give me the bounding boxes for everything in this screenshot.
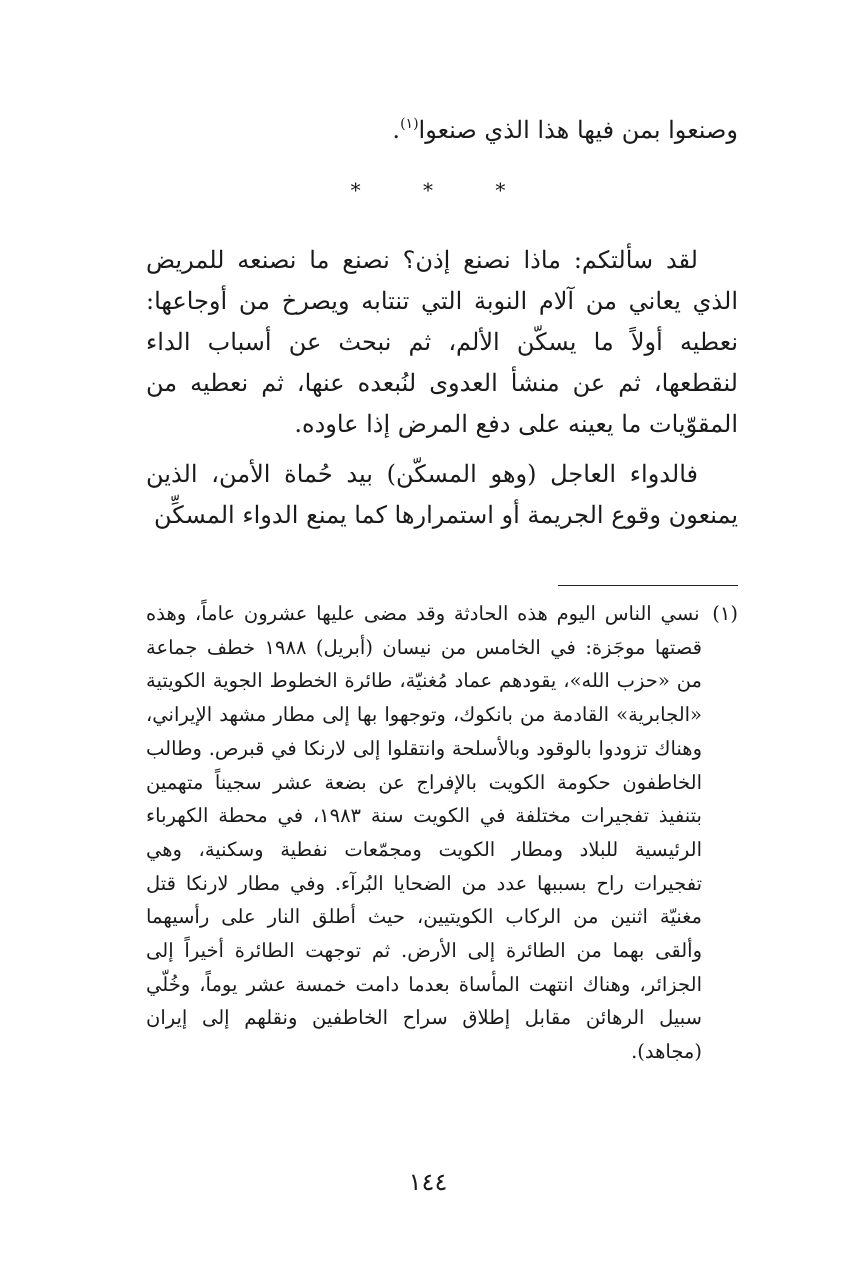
footnote xyxy=(146,597,738,1069)
section-separator: * * * xyxy=(350,178,534,202)
footnote-divider xyxy=(558,585,738,586)
continuation-end-punct: . xyxy=(392,116,401,144)
paragraph-2 xyxy=(146,454,738,536)
footnote-body xyxy=(146,597,738,1069)
paragraph-text: لقد سألتكم: ماذا نصنع إذن؟ نصنع ما نصنعه للمريض الذي يعاني من آلام النوبة التي تنتابه ويصرخ من أوجاعها: نعطيه أولاً ما يسكّن الألم، ثم نبحث عن أسباب الداء لنقطعها، ثم عن منشأ العدوى لنُبعده عنها، ثم نعطيه من المقوّيات ما يعينه على دفع المرض إذا عاوده. xyxy=(146,246,738,438)
paragraph-1 xyxy=(146,240,738,445)
footnote-marker: (١) xyxy=(712,602,738,625)
page-number: ١٤٤ xyxy=(408,1168,448,1196)
paragraph-text: فالدواء العاجل (وهو المسكّن) بيد حُماة الأمن، الذين يمنعون وقوع الجريمة أو استمرارها كما يمنع الدواء المسكِّن xyxy=(146,460,738,529)
footnote-reference: (١) xyxy=(400,116,419,132)
continuation-line xyxy=(146,110,738,155)
continuation-text: وصنعوا بمن فيها هذا الذي صنعوا xyxy=(418,116,738,144)
footnote-text: نسي الناس اليوم هذه الحادثة وقد مضى عليها عشرون عاماً، وهذه قصتها موجَزة: في الخامس من نيسان (أبريل) ١٩٨٨ خطف جماعة من «حزب الله»، يقودهم عماد مُغنيّة، طائرة الخطوط الجوية الكويتية «الجابرية» القادمة من بانكوك، وتوجهوا بها إلى مطار مشهد الإيراني، وهناك تزودوا بالوقود وبالأسلحة وانتقلوا إلى لارنكا في قبرص. وطالب الخاطفون حكومة الكويت بالإفراج عن بضعة عشر سجيناً متهمين بتنفيذ تفجيرات مختلفة في الكويت سنة ١٩٨٣، في محطة الكهرباء الرئيسية للبلاد ومطار الكويت ومجمّعات نفطية وسكنية، وهي تفجيرات راح بسببها عدد من الضحايا البُرآء. وفي مطار لارنكا قتل مغنيّة اثنين من الركاب الكويتيين، حيث أطلق النار على رأسيهما وألقى بهما من الطائرة إلى الأرض. ثم توجهت الطائرة أخيراً إلى الجزائر، وهناك انتهت المأساة بعدما دامت خمسة عشر يوماً، وخُلّي سبيل الرهائن مقابل إطلاق سراح الخاطفين ونقلهم إلى إيران (مجاهد). xyxy=(146,602,702,1064)
